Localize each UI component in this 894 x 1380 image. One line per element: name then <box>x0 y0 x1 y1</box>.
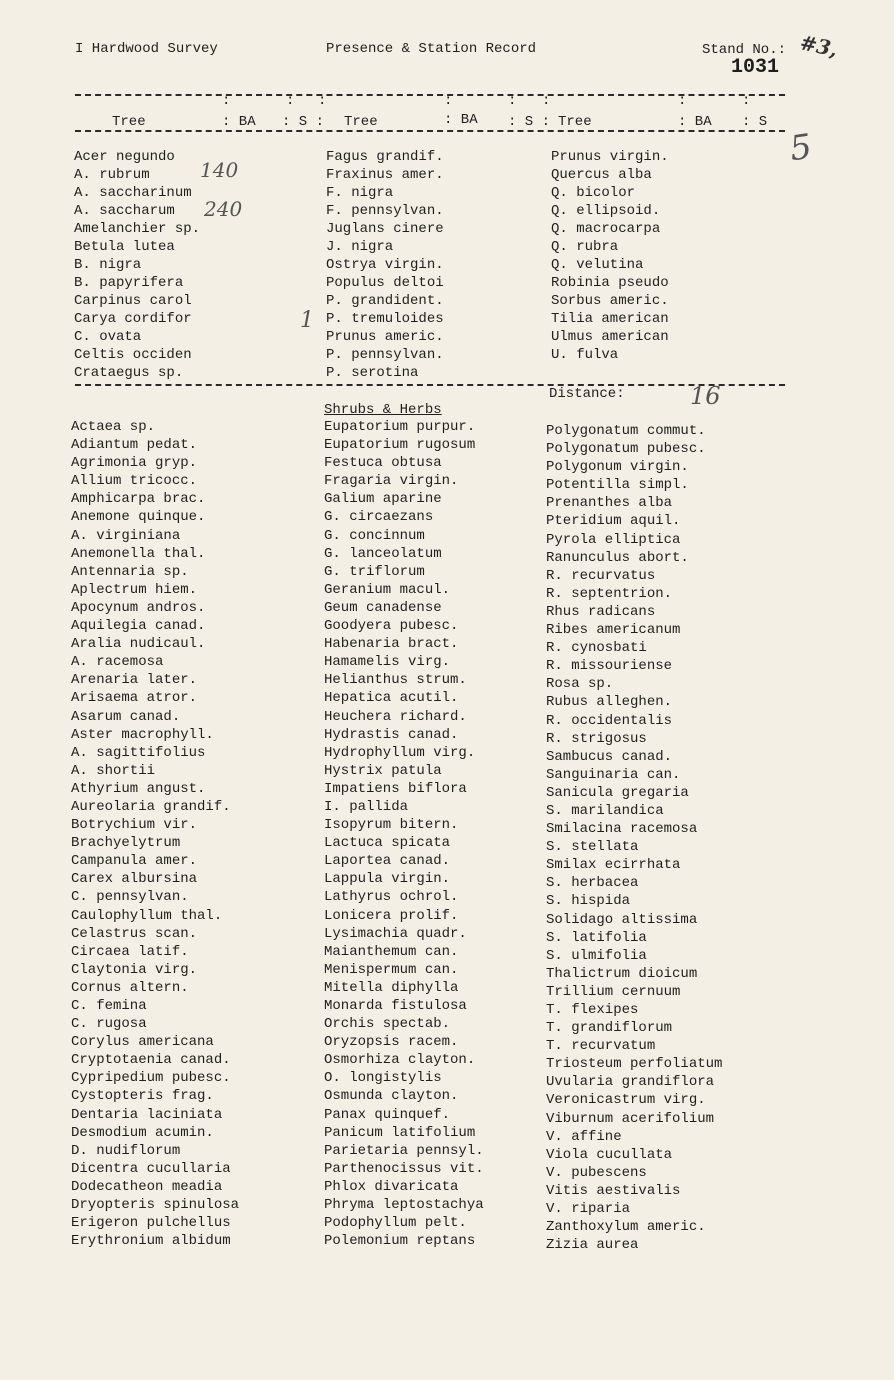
species-entry: Viburnum acerifolium <box>546 1110 715 1127</box>
species-entry: Carex albursina <box>71 871 198 888</box>
species-entry: Veronicastrum virg. <box>546 1092 706 1109</box>
species-entry: B. nigra <box>74 257 142 273</box>
species-entry: Fragaria virgin. <box>324 473 459 490</box>
species-entry: Tilia american <box>551 311 669 327</box>
species-entry: R. cynosbati <box>546 640 647 657</box>
species-entry: Amelanchier sp. <box>74 221 201 237</box>
species-entry: Solidago altissima <box>546 911 698 928</box>
species-entry: Oryzopsis racem. <box>324 1034 459 1051</box>
species-entry: Desmodium acumin. <box>71 1124 214 1141</box>
species-entry: Maianthemum can. <box>324 943 459 960</box>
species-entry: R. missouriense <box>546 658 673 675</box>
species-entry: S. hispida <box>546 893 631 910</box>
species-entry: Zanthoxylum americ. <box>546 1219 706 1236</box>
species-entry: Triosteum perfoliatum <box>546 1056 723 1073</box>
species-entry: C. rugosa <box>71 1016 147 1033</box>
species-entry: Q. ellipsoid. <box>551 203 661 219</box>
herb-column-3 <box>546 422 722 1254</box>
header-tree-1: Tree <box>112 114 146 130</box>
shrubs-title: Shrubs & Herbs <box>324 402 442 418</box>
species-entry: Acer negundo <box>74 149 175 165</box>
header-ba-2: : BA <box>444 112 478 128</box>
species-entry: Zizia aurea <box>546 1237 639 1254</box>
species-entry: Phryma leptostachya <box>324 1197 484 1214</box>
species-entry: S. marilandica <box>546 802 664 819</box>
species-entry: Laportea canad. <box>324 853 451 870</box>
species-entry: Panicum latifolium <box>324 1124 476 1141</box>
species-entry: Cypripedium pubesc. <box>71 1070 231 1087</box>
species-entry: Carpinus carol <box>74 293 192 309</box>
stand-number: 1031 <box>731 56 780 79</box>
species-entry: Prunus americ. <box>326 329 444 345</box>
species-entry: Hystrix patula <box>324 762 442 779</box>
species-entry: Polygonatum pubesc. <box>546 441 706 458</box>
species-entry: Orchis spectab. <box>324 1016 451 1033</box>
species-entry: R. septentrion. <box>546 585 673 602</box>
species-entry: Osmorhiza clayton. <box>324 1052 476 1069</box>
species-entry: Quercus alba <box>551 167 652 183</box>
species-entry: Dentaria laciniata <box>71 1106 223 1123</box>
species-entry: Arenaria later. <box>71 672 198 689</box>
species-entry: A. rubrum <box>74 167 150 183</box>
survey-title: I Hardwood Survey <box>75 41 218 57</box>
species-entry: Amphicarpa brac. <box>71 491 206 508</box>
species-entry: Pyrola elliptica <box>546 531 681 548</box>
species-entry: Habenaria bract. <box>324 636 459 653</box>
species-entry: G. concinnum <box>324 527 425 544</box>
species-entry: Uvularia grandiflora <box>546 1074 715 1091</box>
species-entry: A. shortii <box>71 762 156 779</box>
species-entry: T. recurvatum <box>546 1038 656 1055</box>
species-entry: Ribes americanum <box>546 622 681 639</box>
species-entry: A. sagittifolius <box>71 744 206 761</box>
header-tree-2: Tree <box>344 114 378 130</box>
header-s-1: : S : <box>282 114 325 130</box>
species-entry: Festuca obtusa <box>324 455 442 472</box>
species-entry: Anemone quinque. <box>71 509 206 526</box>
colon-mark: : <box>222 93 231 109</box>
species-entry: Hamamelis virg. <box>324 654 451 671</box>
species-entry: Agrimonia gryp. <box>71 455 198 472</box>
species-entry: Adiantum pedat. <box>71 437 198 454</box>
species-entry: Hepatica acutil. <box>324 690 459 707</box>
header-ba-3: : BA <box>678 114 712 130</box>
species-entry: Celastrus scan. <box>71 925 198 942</box>
distance-value: 16 <box>690 382 721 410</box>
handwritten-5: 5 <box>787 126 815 170</box>
species-entry: Vitis aestivalis <box>546 1182 681 1199</box>
species-entry: A. virginiana <box>71 527 181 544</box>
species-entry: Rhus radicans <box>546 603 656 620</box>
header-ba-1: : BA <box>222 114 256 130</box>
species-entry: Erythronium albidum <box>71 1233 231 1250</box>
species-entry: U. fulva <box>551 347 619 363</box>
species-entry: Fagus grandif. <box>326 149 444 165</box>
species-entry: Thalictrum dioicum <box>546 965 698 982</box>
tree-column-3 <box>551 148 669 364</box>
colon-mark: : <box>742 93 751 109</box>
species-entry: Prunus virgin. <box>551 149 669 165</box>
species-entry: Sanicula gregaria <box>546 784 689 801</box>
species-entry: Athyrium angust. <box>71 780 206 797</box>
species-entry: Asarum canad. <box>71 708 181 725</box>
species-entry: Robinia pseudo <box>551 275 669 291</box>
species-entry: R. strigosus <box>546 730 647 747</box>
species-entry: Rosa sp. <box>546 676 614 693</box>
species-entry: Sambucus canad. <box>546 748 673 765</box>
species-entry: O. longistylis <box>324 1070 442 1087</box>
species-entry: Helianthus strum. <box>324 672 467 689</box>
species-entry: P. tremuloides <box>326 311 444 327</box>
species-entry: S. latifolia <box>546 929 647 946</box>
species-entry: S. stellata <box>546 839 639 856</box>
species-entry: Polygonum virgin. <box>546 459 689 476</box>
species-entry: Geranium macul. <box>324 581 451 598</box>
species-entry: G. triflorum <box>324 563 425 580</box>
header-underline <box>75 130 785 132</box>
species-entry: V. affine <box>546 1128 622 1145</box>
species-entry: Hydrophyllum virg. <box>324 744 476 761</box>
species-entry: Caulophyllum thal. <box>71 907 223 924</box>
tree-column-2 <box>326 148 444 382</box>
species-entry: Juglans cinere <box>326 221 444 237</box>
species-entry: P. pennsylvan. <box>326 347 444 363</box>
species-entry: Parietaria pennsyl. <box>324 1142 484 1159</box>
species-entry: Hydrastis canad. <box>324 726 459 743</box>
species-entry: Rubus alleghen. <box>546 694 673 711</box>
species-entry: Aster macrophyll. <box>71 726 214 743</box>
species-entry: A. saccharinum <box>74 185 192 201</box>
species-entry: S. ulmifolia <box>546 947 647 964</box>
species-entry: T. flexipes <box>546 1002 639 1018</box>
colon-mark: : <box>286 93 295 109</box>
species-entry: Smilax ecirrhata <box>546 857 681 874</box>
species-entry: P. serotina <box>326 365 419 381</box>
species-entry: Campanula amer. <box>71 853 198 870</box>
species-entry: Erigeron pulchellus <box>71 1215 231 1232</box>
stand-handwritten: #3, <box>797 30 840 62</box>
species-entry: Claytonia virg. <box>71 961 198 978</box>
species-entry: Dodecatheon meadia <box>71 1178 223 1195</box>
colon-mark: : <box>444 93 453 109</box>
species-entry: A. racemosa <box>71 654 164 671</box>
species-entry: Impatiens biflora <box>324 780 467 797</box>
species-entry: Monarda fistulosa <box>324 998 467 1014</box>
species-entry: Q. rubra <box>551 239 619 255</box>
species-entry: P. grandident. <box>326 293 444 309</box>
species-entry: B. papyrifera <box>74 275 184 291</box>
species-entry: J. nigra <box>326 239 394 255</box>
species-entry: C. ovata <box>74 329 142 345</box>
species-entry: Circaea latif. <box>71 943 189 960</box>
handwritten-saccharum-ba: 240 <box>204 197 243 221</box>
species-entry: Smilacina racemosa <box>546 821 698 838</box>
species-entry: Sorbus americ. <box>551 293 669 309</box>
header-s-3: : S <box>742 114 768 130</box>
colon-mark: : <box>678 93 687 109</box>
species-entry: Anemonella thal. <box>71 545 206 562</box>
species-entry: Betula lutea <box>74 239 175 255</box>
species-entry: Lactuca spicata <box>324 835 451 852</box>
species-entry: S. herbacea <box>546 875 639 892</box>
species-entry: Q. bicolor <box>551 185 636 201</box>
stand-label: Stand No.: <box>702 42 787 58</box>
species-entry: Dryopteris spinulosa <box>71 1197 240 1214</box>
species-entry: Aralia nudicaul. <box>71 636 206 653</box>
distance-label: Distance: <box>549 386 625 402</box>
species-entry: Phlox divaricata <box>324 1178 459 1195</box>
species-entry: Allium tricocc. <box>71 473 198 490</box>
species-entry: Corylus americana <box>71 1034 214 1051</box>
species-entry: Parthenocissus vit. <box>324 1160 484 1177</box>
species-entry: Brachyelytrum <box>71 835 181 852</box>
species-entry: Lathyrus ochrol. <box>324 889 459 906</box>
species-entry: Eupatorium purpur. <box>324 419 476 435</box>
header-s-2: : S : <box>508 114 551 130</box>
species-entry: R. recurvatus <box>546 567 656 584</box>
middle-separator <box>75 384 785 386</box>
species-entry: Fraxinus amer. <box>326 167 444 183</box>
species-entry: T. grandiflorum <box>546 1020 673 1037</box>
species-entry: Goodyera pubesc. <box>324 618 459 635</box>
species-entry: Aureolaria grandif. <box>71 798 231 815</box>
species-entry: G. circaezans <box>324 509 434 526</box>
species-entry: Lysimachia quadr. <box>324 925 467 942</box>
species-entry: Osmunda clayton. <box>324 1088 459 1105</box>
species-entry: Aplectrum hiem. <box>71 581 198 598</box>
species-entry: Celtis occiden <box>74 347 192 363</box>
handwritten-tremuloides-ba: 1 <box>300 308 314 333</box>
species-entry: Cystopteris frag. <box>71 1088 214 1105</box>
species-entry: Populus deltoi <box>326 275 444 291</box>
species-entry: Crataegus sp. <box>74 365 184 381</box>
handwritten-rubrum-ba: 140 <box>200 158 239 182</box>
header-tree-3: Tree <box>558 114 592 130</box>
species-entry: Panax quinquef. <box>324 1106 451 1123</box>
species-entry: Geum canadense <box>324 599 442 616</box>
species-entry: Potentilla simpl. <box>546 477 689 494</box>
species-entry: Mitella diphylla <box>324 979 459 996</box>
species-entry: Carya cordifor <box>74 311 192 327</box>
species-entry: Antennaria sp. <box>71 563 189 580</box>
species-entry: D. nudiflorum <box>71 1142 181 1159</box>
species-entry: R. occidentalis <box>546 712 673 729</box>
record-title: Presence & Station Record <box>326 41 537 57</box>
species-entry: Viola cucullata <box>546 1146 673 1163</box>
tree-column-1 <box>74 148 200 382</box>
species-entry: Botrychium vir. <box>71 817 198 834</box>
species-entry: Isopyrum bitern. <box>324 817 459 834</box>
species-entry: Polemonium reptans <box>324 1233 476 1250</box>
colon-mark: : <box>508 93 517 109</box>
species-entry: Lappula virgin. <box>324 871 451 888</box>
species-entry: Q. velutina <box>551 257 644 273</box>
species-entry: Apocynum andros. <box>71 599 206 616</box>
species-entry: Ostrya virgin. <box>326 257 444 273</box>
species-entry: Ranunculus abort. <box>546 549 689 566</box>
species-entry: G. lanceolatum <box>324 545 442 562</box>
species-entry: F. nigra <box>326 185 394 201</box>
species-entry: Sanguinaria can. <box>546 766 681 783</box>
species-entry: V. riparia <box>546 1201 631 1218</box>
species-entry: C. pennsylvan. <box>71 889 189 906</box>
species-entry: Prenanthes alba <box>546 495 673 512</box>
colon-mark: : <box>318 93 327 109</box>
species-entry: Galium aparine <box>324 491 442 508</box>
herb-column-1 <box>71 418 239 1250</box>
species-entry: Heuchera richard. <box>324 708 467 725</box>
colon-mark: : <box>542 93 551 109</box>
species-entry: Trillium cernuum <box>546 983 681 1000</box>
species-entry: V. pubescens <box>546 1164 647 1181</box>
species-entry: Eupatorium rugosum <box>324 437 476 454</box>
species-entry: Ulmus american <box>551 329 669 345</box>
species-entry: Dicentra cucullaria <box>71 1160 231 1177</box>
species-entry: I. pallida <box>324 798 409 815</box>
species-entry: Q. macrocarpa <box>551 221 661 237</box>
species-entry: Cryptotaenia canad. <box>71 1052 231 1069</box>
species-entry: F. pennsylvan. <box>326 203 444 219</box>
species-entry: Arisaema atror. <box>71 690 198 707</box>
species-entry: Pteridium aquil. <box>546 513 681 530</box>
species-entry: Lonicera prolif. <box>324 907 459 924</box>
species-entry: Menispermum can. <box>324 961 459 978</box>
species-entry: Actaea sp. <box>71 419 156 435</box>
species-entry: Podophyllum pelt. <box>324 1215 467 1232</box>
species-entry: A. saccharum <box>74 203 175 219</box>
species-entry: Cornus altern. <box>71 979 189 996</box>
species-entry: Polygonatum commut. <box>546 423 706 439</box>
species-entry: C. femina <box>71 998 147 1014</box>
herb-column-2 <box>324 418 484 1250</box>
species-entry: Aquilegia canad. <box>71 618 206 635</box>
